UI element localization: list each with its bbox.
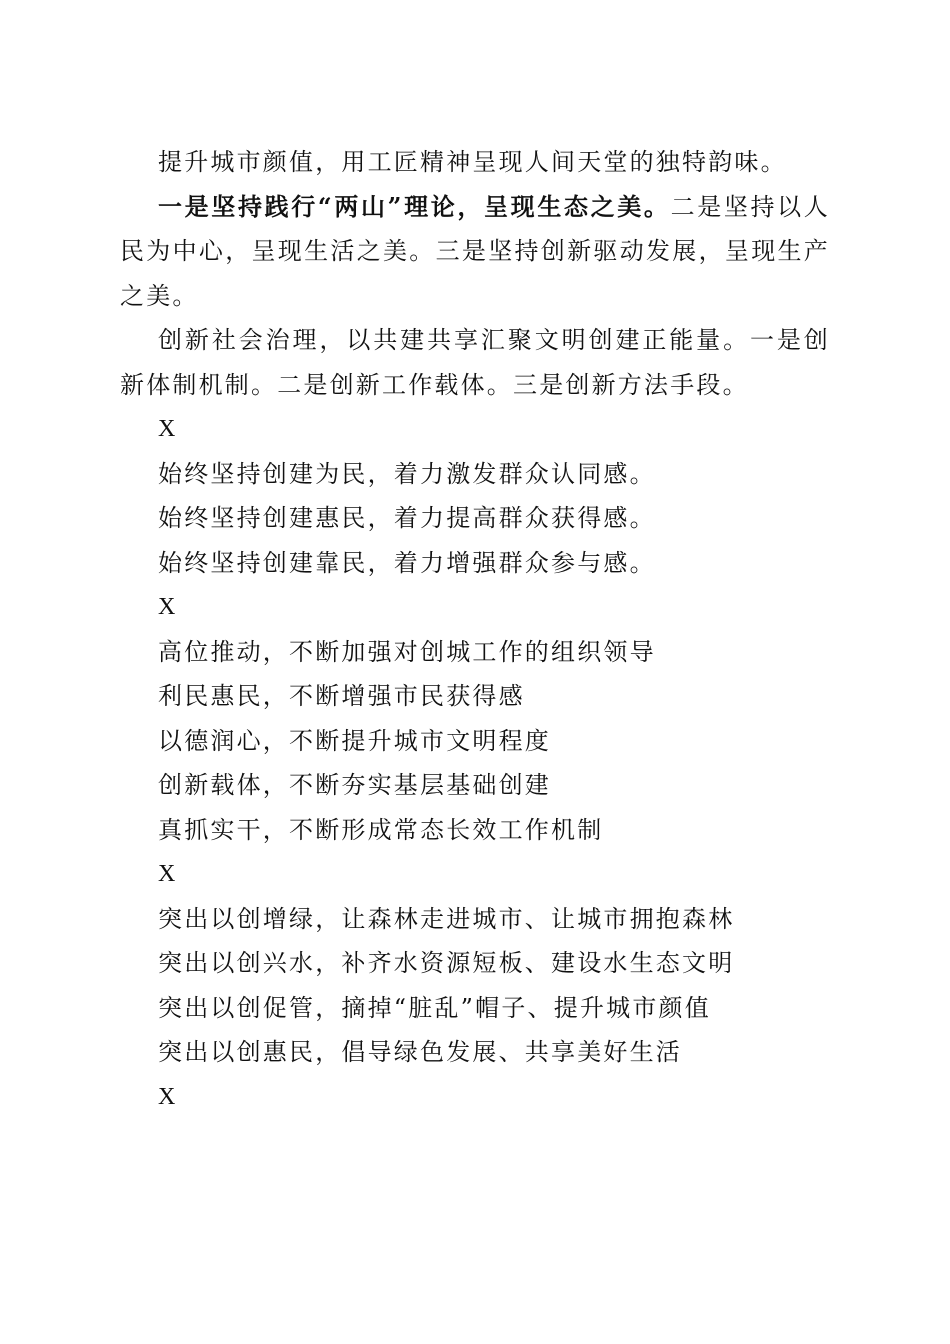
bold-lead-sentence: 一是坚持践行“两山”理论，呈现生态之美。 [158,191,671,221]
list-item: 真抓实干，不断形成常态长效工作机制 [158,815,604,844]
separator-x: X [158,416,176,442]
list-item: 始终坚持创建靠民，着力增强群众参与感。 [158,548,656,577]
list-item: 创新载体，不断夯实基层基础创建 [158,771,551,799]
document-body [120,140,830,1119]
list-item: 突出以创兴水，补齐水资源短板、建设水生态文明 [158,949,735,977]
list-item: 始终坚持创建为民，着力激发群众认同感。 [158,459,656,488]
paragraph-rest: 二是坚持以人民为中心，呈现生活之美。三是坚持创新驱动发展，呈现生产之美。 [120,192,830,310]
paragraph-city-appearance: 提升城市颜值，用工匠精神呈现人间天堂的独特韵味。 [158,148,787,176]
list-item: 突出以创促管，摘掉“脏乱”帽子、提升城市颜值 [158,993,711,1022]
separator-x: X [158,1083,176,1110]
separator-x: X [158,861,176,887]
list-item: 以德润心，不断提升城市文明程度 [158,726,551,755]
list-item: 始终坚持创建惠民，着力提高群众获得感。 [158,504,656,532]
list-item: 突出以创增绿，让森林走进城市、让城市拥抱森林 [158,904,735,933]
list-item: 突出以创惠民，倡导绿色发展、共享美好生活 [158,1038,682,1066]
list-item: 利民惠民，不断增强市民获得感 [158,682,525,710]
separator-x: X [158,594,176,620]
paragraph-three-beauties [120,185,830,319]
list-item: 高位推动，不断加强对创城工作的组织领导 [158,637,656,666]
paragraph-social-governance: 创新社会治理，以共建共享汇聚文明创建正能量。一是创新体制机制。二是创新工作载体。三是创新方法手段。 [120,326,830,399]
